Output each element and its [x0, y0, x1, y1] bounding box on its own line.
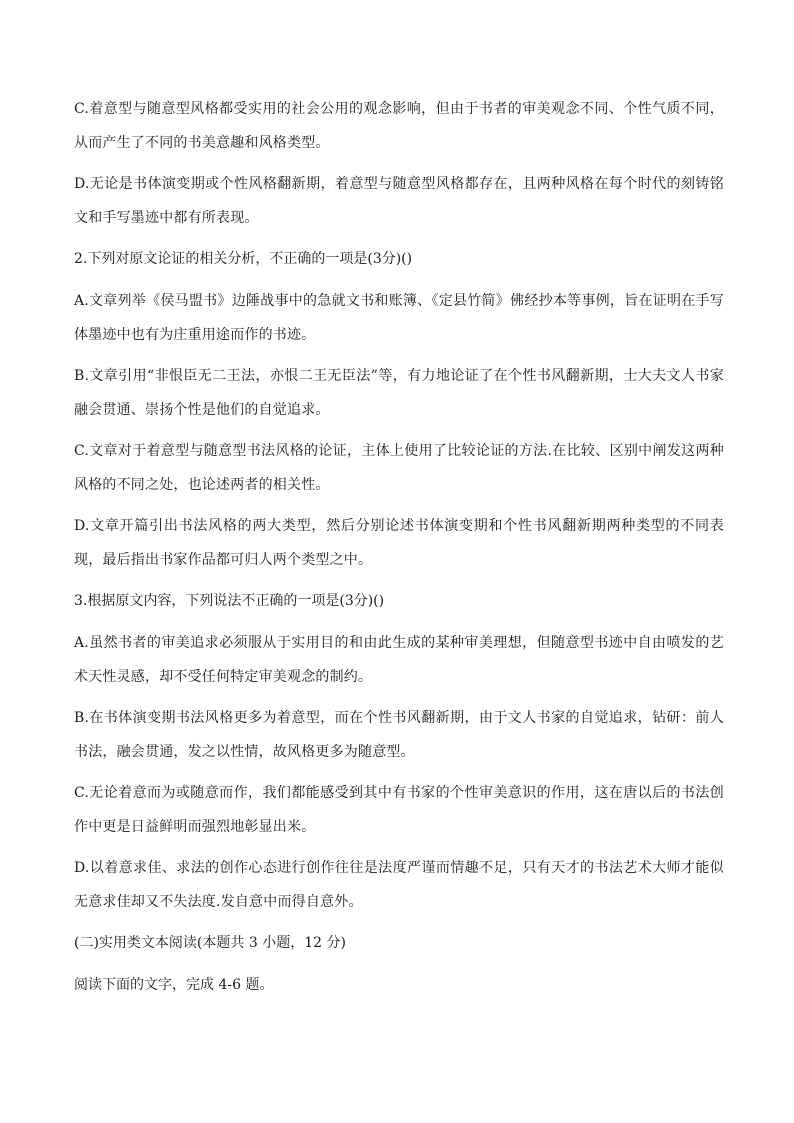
- option-d-paragraph-3: D.以着意求佳、求法的创作心态进行创作往往是法度严谨而情趣不足，只有天才的书法艺术大师才能似无意求佳却又不失法度.发自意中而得自意外。: [74, 860, 724, 910]
- option-c-paragraph-3: C.无论着意而为或随意而作，我们都能感受到其中有书家的个性审美意识的作用，这在唐以后的书法创作中更是日益鲜明而强烈地彰显出米。: [74, 785, 724, 835]
- option-b-paragraph-2: B.文章引用“非恨臣无二王法，亦恨二王无臣法”等，有力地论证了在个性书风翻新期，士大夫文人书家融会贯通、崇扬个性是他们的自觉追求。: [74, 368, 724, 418]
- option-c-paragraph-2: C.文章对于着意型与随意型书法风格的论证，主体上使用了比较论证的方法.在比较、区别中阐发这两种风格的不同之处，也论述两者的相关性。: [74, 443, 724, 493]
- option-a-paragraph-3: A.虽然书者的审美追求必须服从于实用目的和由此生成的某种审美理想，但随意型书迹中自由喷发的艺术天性灵感，却不受任何特定审美观念的制约。: [74, 635, 724, 685]
- document-page: [74, 92, 724, 1010]
- question-2: 2.下列对原文论证的相关分析，不正确的一项是(3分)(): [74, 251, 413, 267]
- option-b-paragraph-3: B.在书体演变期书法风格更多为着意型，而在个性书风翻新期，由于文人书家的自觉追求，钻研：前人书法，融会贯通，发之以性情，故风格更多为随意型。: [74, 710, 724, 760]
- reading-instruction: 阅读下面的文字，完成 4-6 题。: [74, 977, 274, 993]
- question-3: 3.根据原文内容，下列说法不正确的一项是(3分)(): [74, 593, 385, 609]
- option-d-paragraph-1: D.无论是书体演变期或个性风格翻新期，着意型与随意型风格都存在，且两种风格在每个时代的刻铸铭文和手写墨迹中都有所表现。: [74, 176, 724, 226]
- option-d-paragraph-2: D.文章开篇引出书法风格的两大类型，然后分别论述书体演变期和个性书风翻新期两种类型的不同表现，最后指出书家作品都可归人两个类型之中。: [74, 518, 724, 568]
- section-heading: (二)实用类文本阅读(本题共 3 小题，12 分): [74, 935, 346, 951]
- option-a-paragraph-2: A.文章列举《侯马盟书》边陲战事中的急就文书和账簿、《定县竹简》佛经抄本等事例，旨在证明在手写体墨迹中也有为庄重用途而作的书迹。: [74, 293, 724, 343]
- option-c-paragraph-1: C.着意型与随意型风格都受实用的社会公用的观念影响，但由于书者的审美观念不同、个性气质不同，从而产生了不同的书美意趣和风格类型。: [74, 101, 724, 151]
